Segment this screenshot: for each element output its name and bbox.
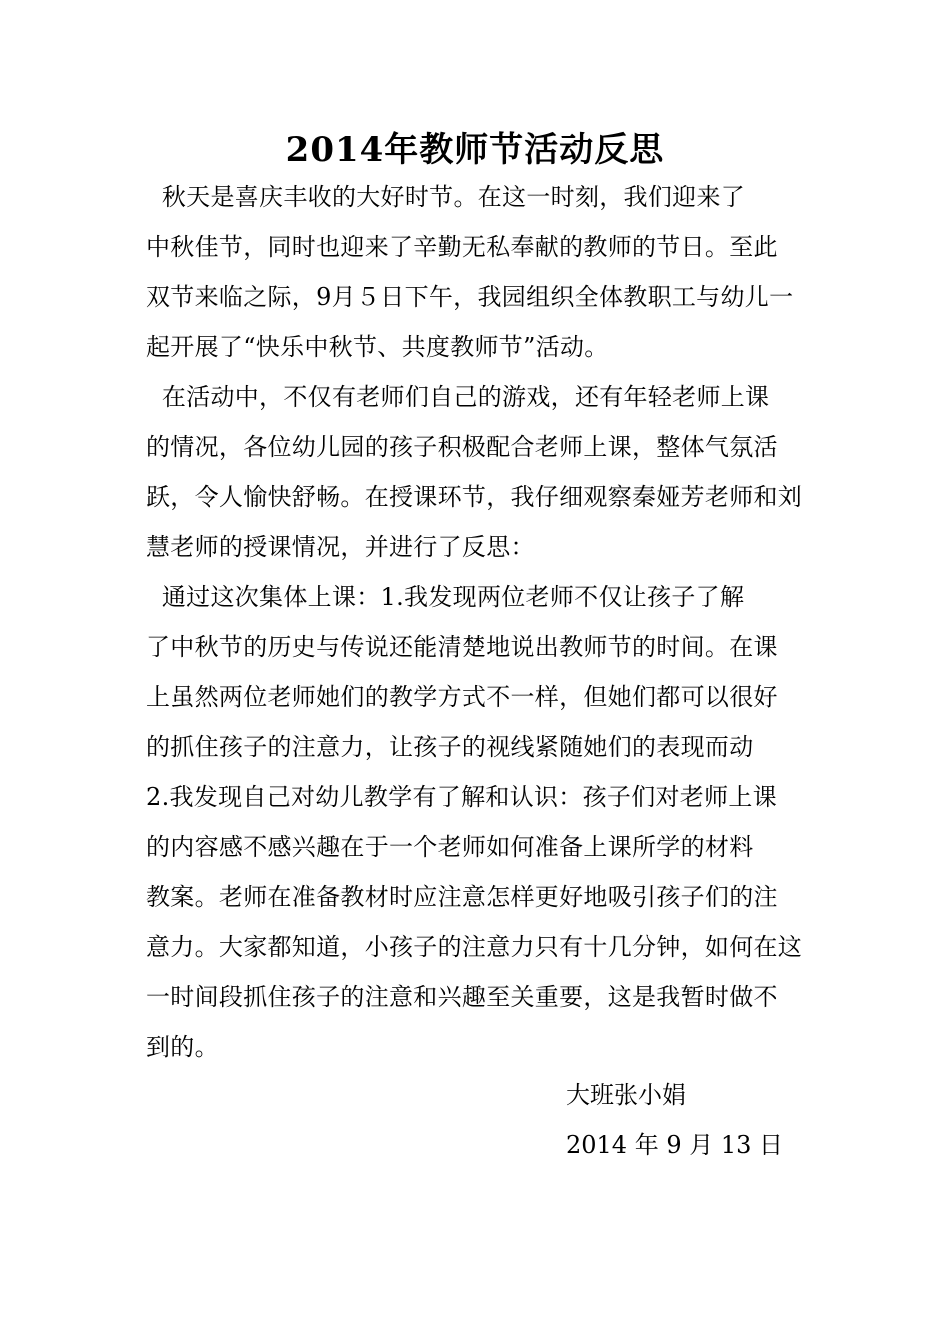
body-line-17: 一时间段抓住孩子的注意和兴趣至关重要，这是我暂时做不 [146,983,778,1011]
signature-author: 大班张小娟 [566,1081,686,1109]
document-title: 2014年教师节活动反思 [285,130,665,170]
body-line-1: 秋天是喜庆丰收的大好时节。在这一时刻，我们迎来了 [146,183,746,211]
body-line-10: 了中秋节的历史与传说还能清楚地说出教师节的时间。在课 [146,633,778,661]
body-line-5: 在活动中，不仅有老师们自己的游戏，还有年轻老师上课 [146,383,770,411]
body-line-16: 意力。大家都知道，小孩子的注意力只有十几分钟，如何在这 [146,933,803,961]
body-line-13: 2.我发现自己对幼儿教学有了解和认识：孩子们对老师上课 [146,783,777,811]
body-line-6: 的情况，各位幼儿园的孩子积极配合老师上课，整体气氛活 [146,433,778,461]
body-line-14: 的内容感不感兴趣在于一个老师如何准备上课所学的材料 [146,833,754,861]
body-line-8: 慧老师的授课情况，并进行了反思： [146,533,535,561]
body-line-12: 的抓住孩子的注意力，让孩子的视线紧随她们的表现而动 [146,733,754,761]
body-line-15: 教案。老师在准备教材时应注意怎样更好地吸引孩子们的注 [146,883,778,911]
signature-date: 2014 年 9 月 13 日 [566,1131,784,1159]
body-line-9: 通过这次集体上课：1.我发现两位老师不仅让孩子了解 [146,583,745,611]
body-line-3: 双节来临之际，9月５日下午，我园组织全体教职工与幼儿一 [146,283,794,311]
body-line-11: 上虽然两位老师她们的教学方式不一样，但她们都可以很好 [146,683,778,711]
body-line-18: 到的。 [146,1033,219,1061]
body-line-4: 起开展了“快乐中秋节、共度教师节”活动。 [146,333,609,361]
body-line-2: 中秋佳节，同时也迎来了辛勤无私奉献的教师的节日。至此 [146,233,778,261]
body-line-7: 跃，令人愉快舒畅。在授课环节，我仔细观察秦娅芳老师和刘 [146,483,803,511]
